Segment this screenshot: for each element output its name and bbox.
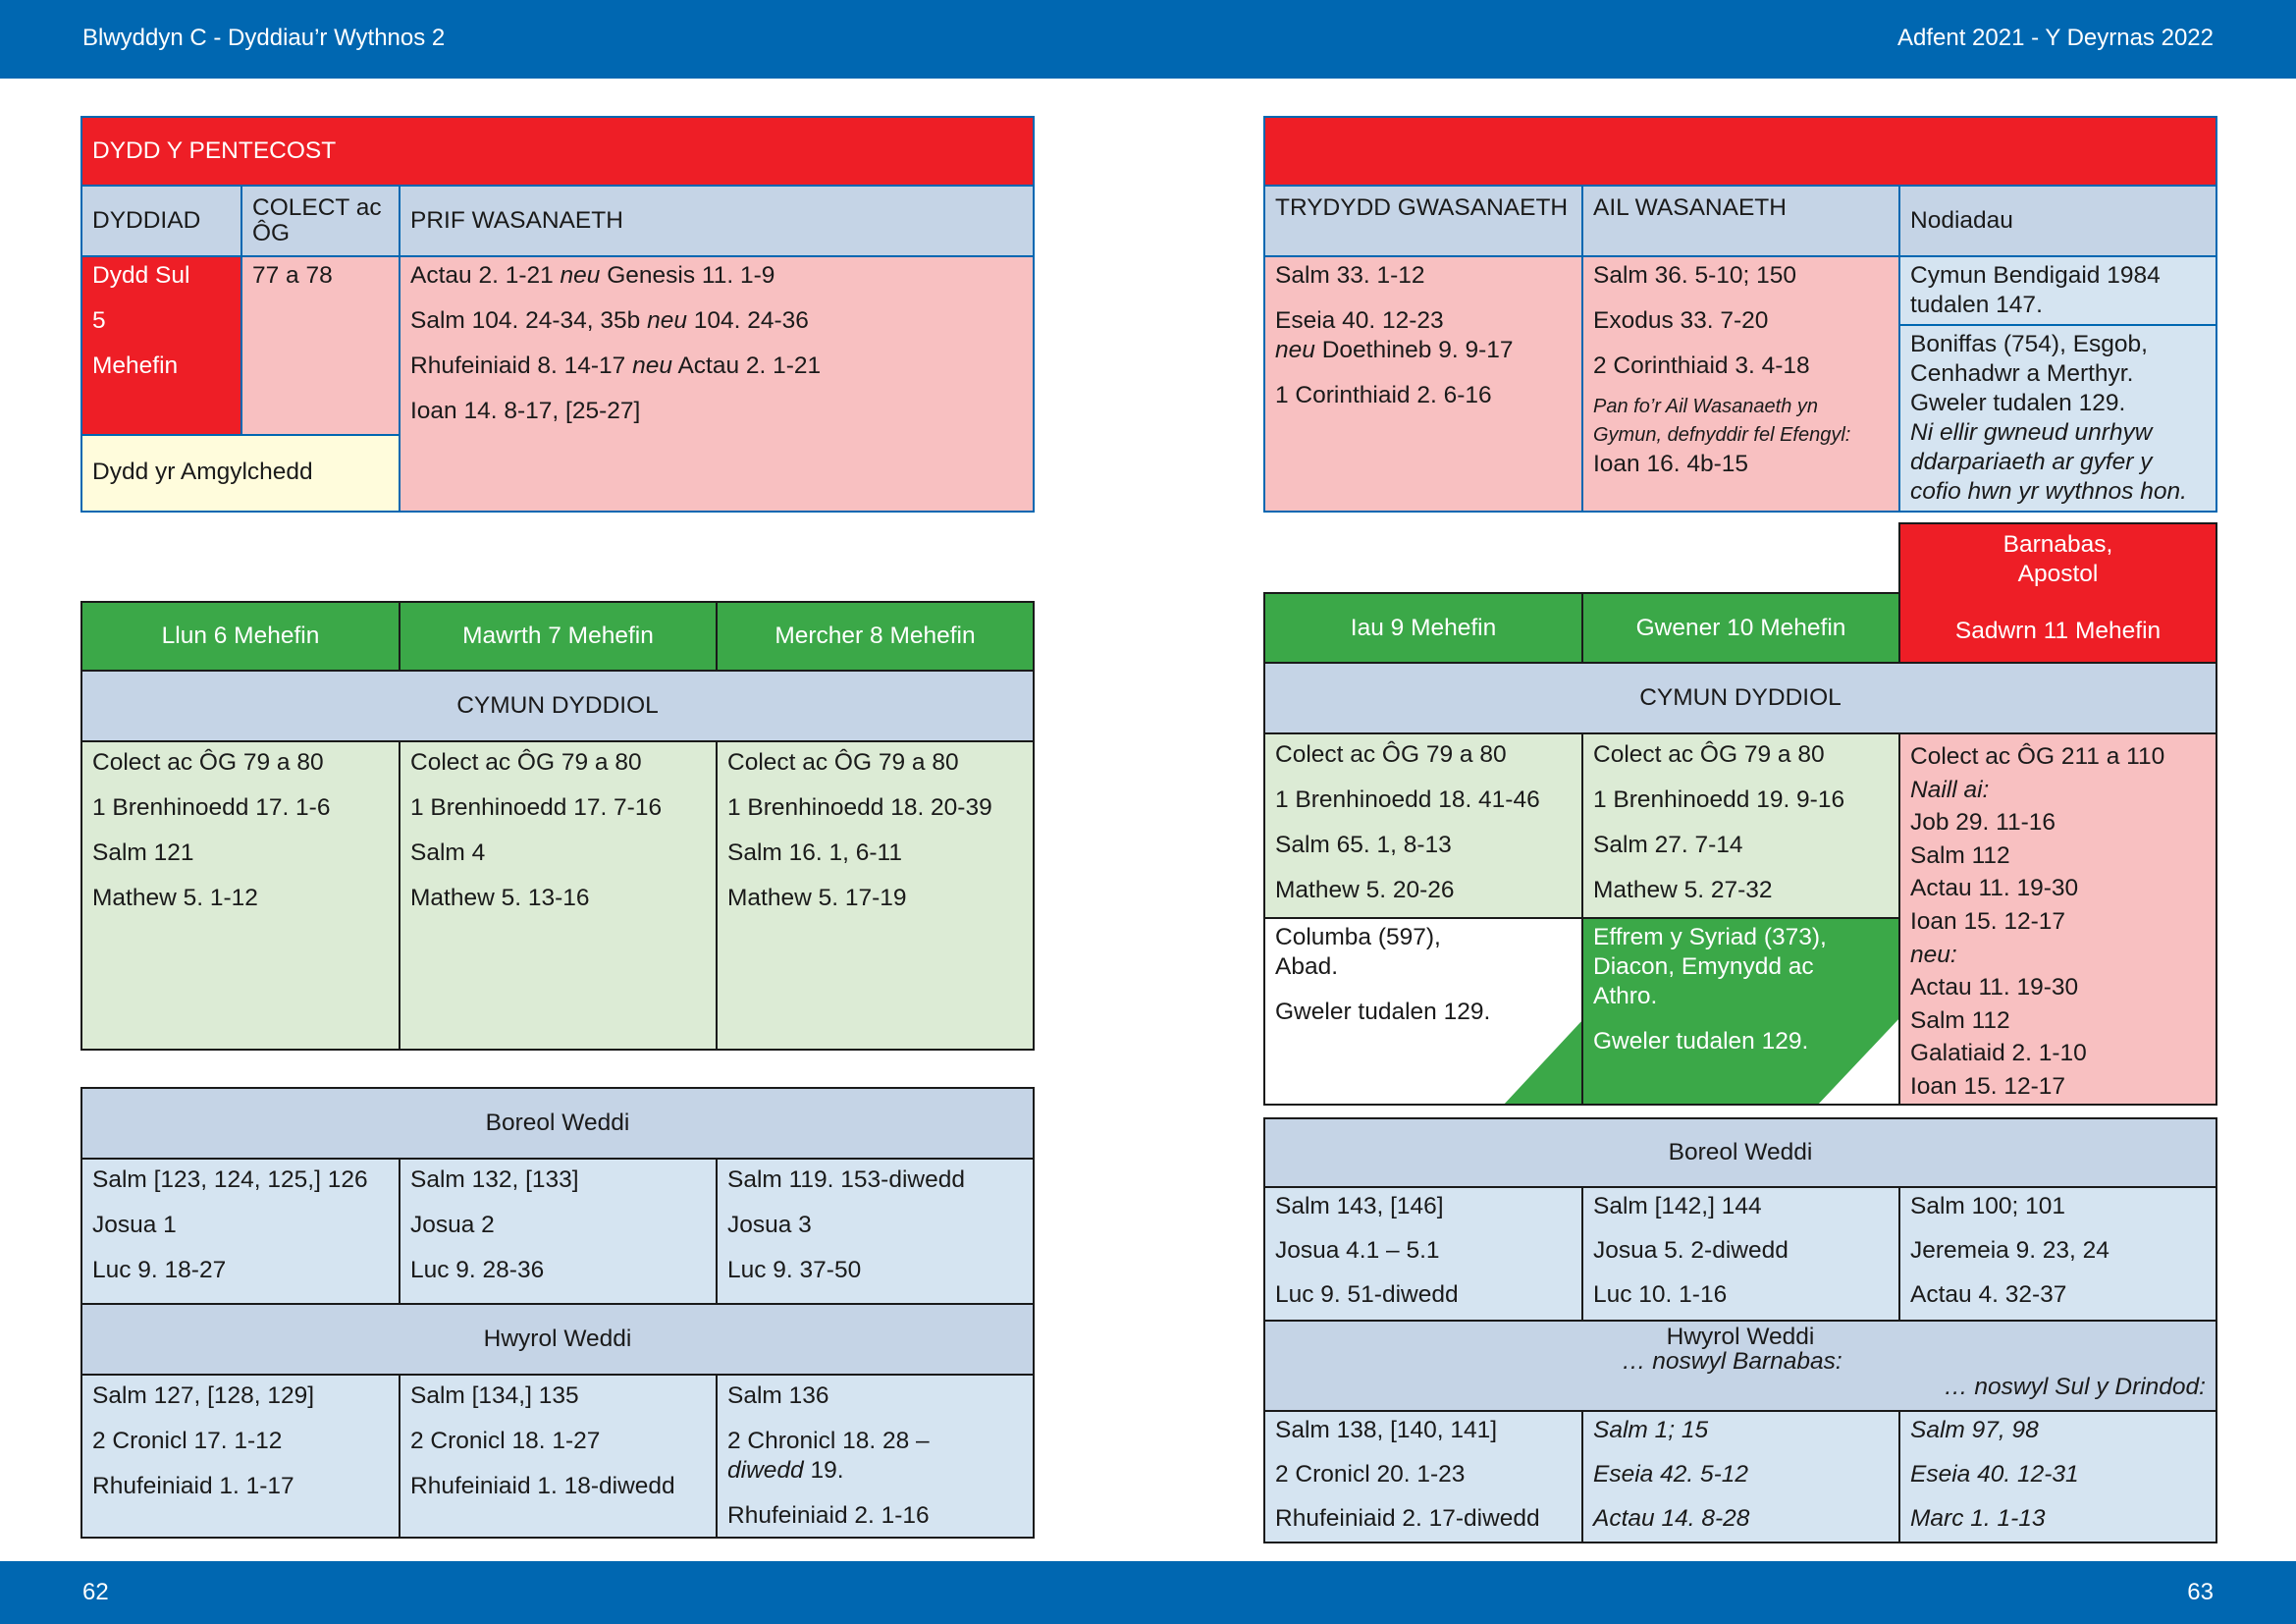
evening-prayer-label: Hwyrol Weddi	[80, 1303, 1035, 1376]
evening-prayer-label-right: Hwyrol Weddi … noswyl Barnabas: … noswyl Sul y Drindod:	[1263, 1320, 2217, 1412]
morning-prayer-label-right: Boreol Weddi	[1263, 1117, 2217, 1188]
header-third-service: TRYDYDD GWASANAETH	[1263, 185, 1583, 257]
sunday-principal-readings: Actau 2. 1-21 neu Genesis 11. 1-9 Salm 104. 24-34, 35b neu 104. 24-36 Rhufeiniaid 8. 14-17 neu Actau 2. 1-21 Ioan 14. 8-17, [25-27]	[399, 255, 1035, 513]
sunday-title: DYDD Y PENTECOST	[80, 116, 1035, 187]
header-principal: PRIF WASANAETH	[399, 185, 1035, 257]
header-right: Adfent 2021 - Y Deyrnas 2022	[1896, 25, 2214, 51]
eucharist-fri: Colect ac ÔG 79 a 80 1 Brenhinoedd 19. 9-16 Salm 27. 7-14 Mathew 5. 27-32	[1581, 732, 1900, 919]
environment-day: Dydd yr Amgylchedd	[80, 434, 400, 513]
evening-mon: Salm 127, [128, 129] 2 Cronicl 17. 1-12 Rhufeiniaid 1. 1-17	[80, 1374, 400, 1539]
evening-fri: Salm 1; 15 Eseia 42. 5-12 Actau 14. 8-28	[1581, 1410, 1900, 1543]
notes-eucharist-1984: Cymun Bendigaid 1984 tudalen 147.	[1898, 255, 2217, 326]
running-footer	[0, 1561, 2296, 1624]
evening-thu: Salm 138, [140, 141] 2 Cronicl 20. 1-23 Rhufeiniaid 2. 17-diwedd	[1263, 1410, 1583, 1543]
sunday-collect: 77 a 78	[240, 255, 400, 436]
day-header-tue: Mawrth 7 Mehefin	[399, 601, 718, 672]
eucharist-mon: Colect ac ÔG 79 a 80 1 Brenhinoedd 17. 1-6 Salm 121 Mathew 5. 1-12	[80, 740, 400, 1051]
notes-boniface: Boniffas (754), Esgob, Cenhadwr a Merthyr. Gweler tudalen 129. Ni ellir gwneud unrhyw ddarpariaeth ar gyfer y cofio hwn yr wythnos hon.	[1898, 324, 2217, 513]
morning-wed: Salm 119. 153-diwedd Josua 3 Luc 9. 37-50	[716, 1158, 1035, 1305]
morning-tue: Salm 132, [133] Josua 2 Luc 9. 28-36	[399, 1158, 718, 1305]
third-service-readings: Salm 33. 1-12 Eseia 40. 12-23 neu Doethineb 9. 9-17 1 Corinthiaid 2. 6-16	[1263, 255, 1583, 513]
header-date: DYDDIAD	[80, 185, 400, 257]
morning-prayer-label: Boreol Weddi	[80, 1087, 1035, 1160]
evening-tue: Salm [134,] 135 2 Cronicl 18. 1-27 Rhufeiniaid 1. 18-diwedd	[399, 1374, 718, 1539]
day-header-wed: Mercher 8 Mehefin	[716, 601, 1035, 672]
sunday-title-continuation	[1263, 116, 2217, 187]
commemoration-ephrem: Effrem y Syriad (373), Diacon, Emynydd ac Athro. Gweler tudalen 129.	[1581, 917, 1900, 1106]
page-number-left: 62	[82, 1579, 109, 1605]
page-number-right: 63	[2187, 1579, 2214, 1605]
morning-thu: Salm 143, [146] Josua 4.1 – 5.1 Luc 9. 51-diwedd	[1263, 1186, 1583, 1322]
morning-mon: Salm [123, 124, 125,] 126 Josua 1 Luc 9. 18-27	[80, 1158, 400, 1305]
header-collect: COLECT ac ÔG	[240, 185, 400, 257]
eve-of-trinity: … noswyl Sul y Drindod:	[1944, 1374, 2206, 1400]
sunday-date: Dydd Sul 5 Mehefin	[80, 255, 242, 436]
morning-sat: Salm 100; 101 Jeremeia 9. 23, 24 Actau 4. 32-37	[1898, 1186, 2217, 1322]
eucharist-thu: Colect ac ÔG 79 a 80 1 Brenhinoedd 18. 41-46 Salm 65. 1, 8-13 Mathew 5. 20-26	[1263, 732, 1583, 919]
morning-fri: Salm [142,] 144 Josua 5. 2-diwedd Luc 10. 1-16	[1581, 1186, 1900, 1322]
eucharist-wed: Colect ac ÔG 79 a 80 1 Brenhinoedd 18. 20-39 Salm 16. 1, 6-11 Mathew 5. 17-19	[716, 740, 1035, 1051]
evening-wed: Salm 136 2 Chronicl 18. 28 – diwedd 19. Rhufeiniaid 2. 1-16	[716, 1374, 1035, 1539]
day-header-fri: Gwener 10 Mehefin	[1581, 592, 1900, 664]
festival-barnabas: Barnabas, Apostol	[2002, 531, 2113, 587]
daily-eucharist-label-right: CYMUN DYDDIOL	[1263, 662, 2217, 734]
eucharist-tue: Colect ac ÔG 79 a 80 1 Brenhinoedd 17. 7-16 Salm 4 Mathew 5. 13-16	[399, 740, 718, 1051]
second-service-readings: Salm 36. 5-10; 150 Exodus 33. 7-20 2 Corinthiaid 3. 4-18 Pan fo’r Ail Wasanaeth yn Gymun, defnyddir fel Efengyl: Ioan 16. 4b-15	[1581, 255, 1900, 513]
header-notes: Nodiadau	[1898, 185, 2217, 257]
header-left: Blwyddyn C - Dyddiau’r Wythnos 2	[82, 25, 446, 51]
commemoration-columba: Columba (597), Abad. Gweler tudalen 129.	[1263, 917, 1583, 1106]
day-header-sat: Barnabas, Apostol Sadwrn 11 Mehefin	[1898, 522, 2217, 664]
header-second-service: AIL WASANAETH	[1581, 185, 1900, 257]
daily-eucharist-label: CYMUN DYDDIOL	[80, 670, 1035, 742]
day-header-mon: Llun 6 Mehefin	[80, 601, 400, 672]
day-header-thu: Iau 9 Mehefin	[1263, 592, 1583, 664]
eve-of-barnabas: … noswyl Barnabas:	[1622, 1348, 1842, 1375]
running-header	[0, 0, 2296, 79]
evening-sat: Salm 97, 98 Eseia 40. 12-31 Marc 1. 1-13	[1898, 1410, 2217, 1543]
eucharist-sat-barnabas: Colect ac ÔG 211 a 110 Naill ai: Job 29. 11-16 Salm 112 Actau 11. 19-30 Ioan 15. 12-17 neu: Actau 11. 19-30 Salm 112 Galatiaid 2. 1-10 Ioan 15. 12-17	[1898, 732, 2217, 1106]
green-corner-shape	[1503, 1019, 1583, 1106]
